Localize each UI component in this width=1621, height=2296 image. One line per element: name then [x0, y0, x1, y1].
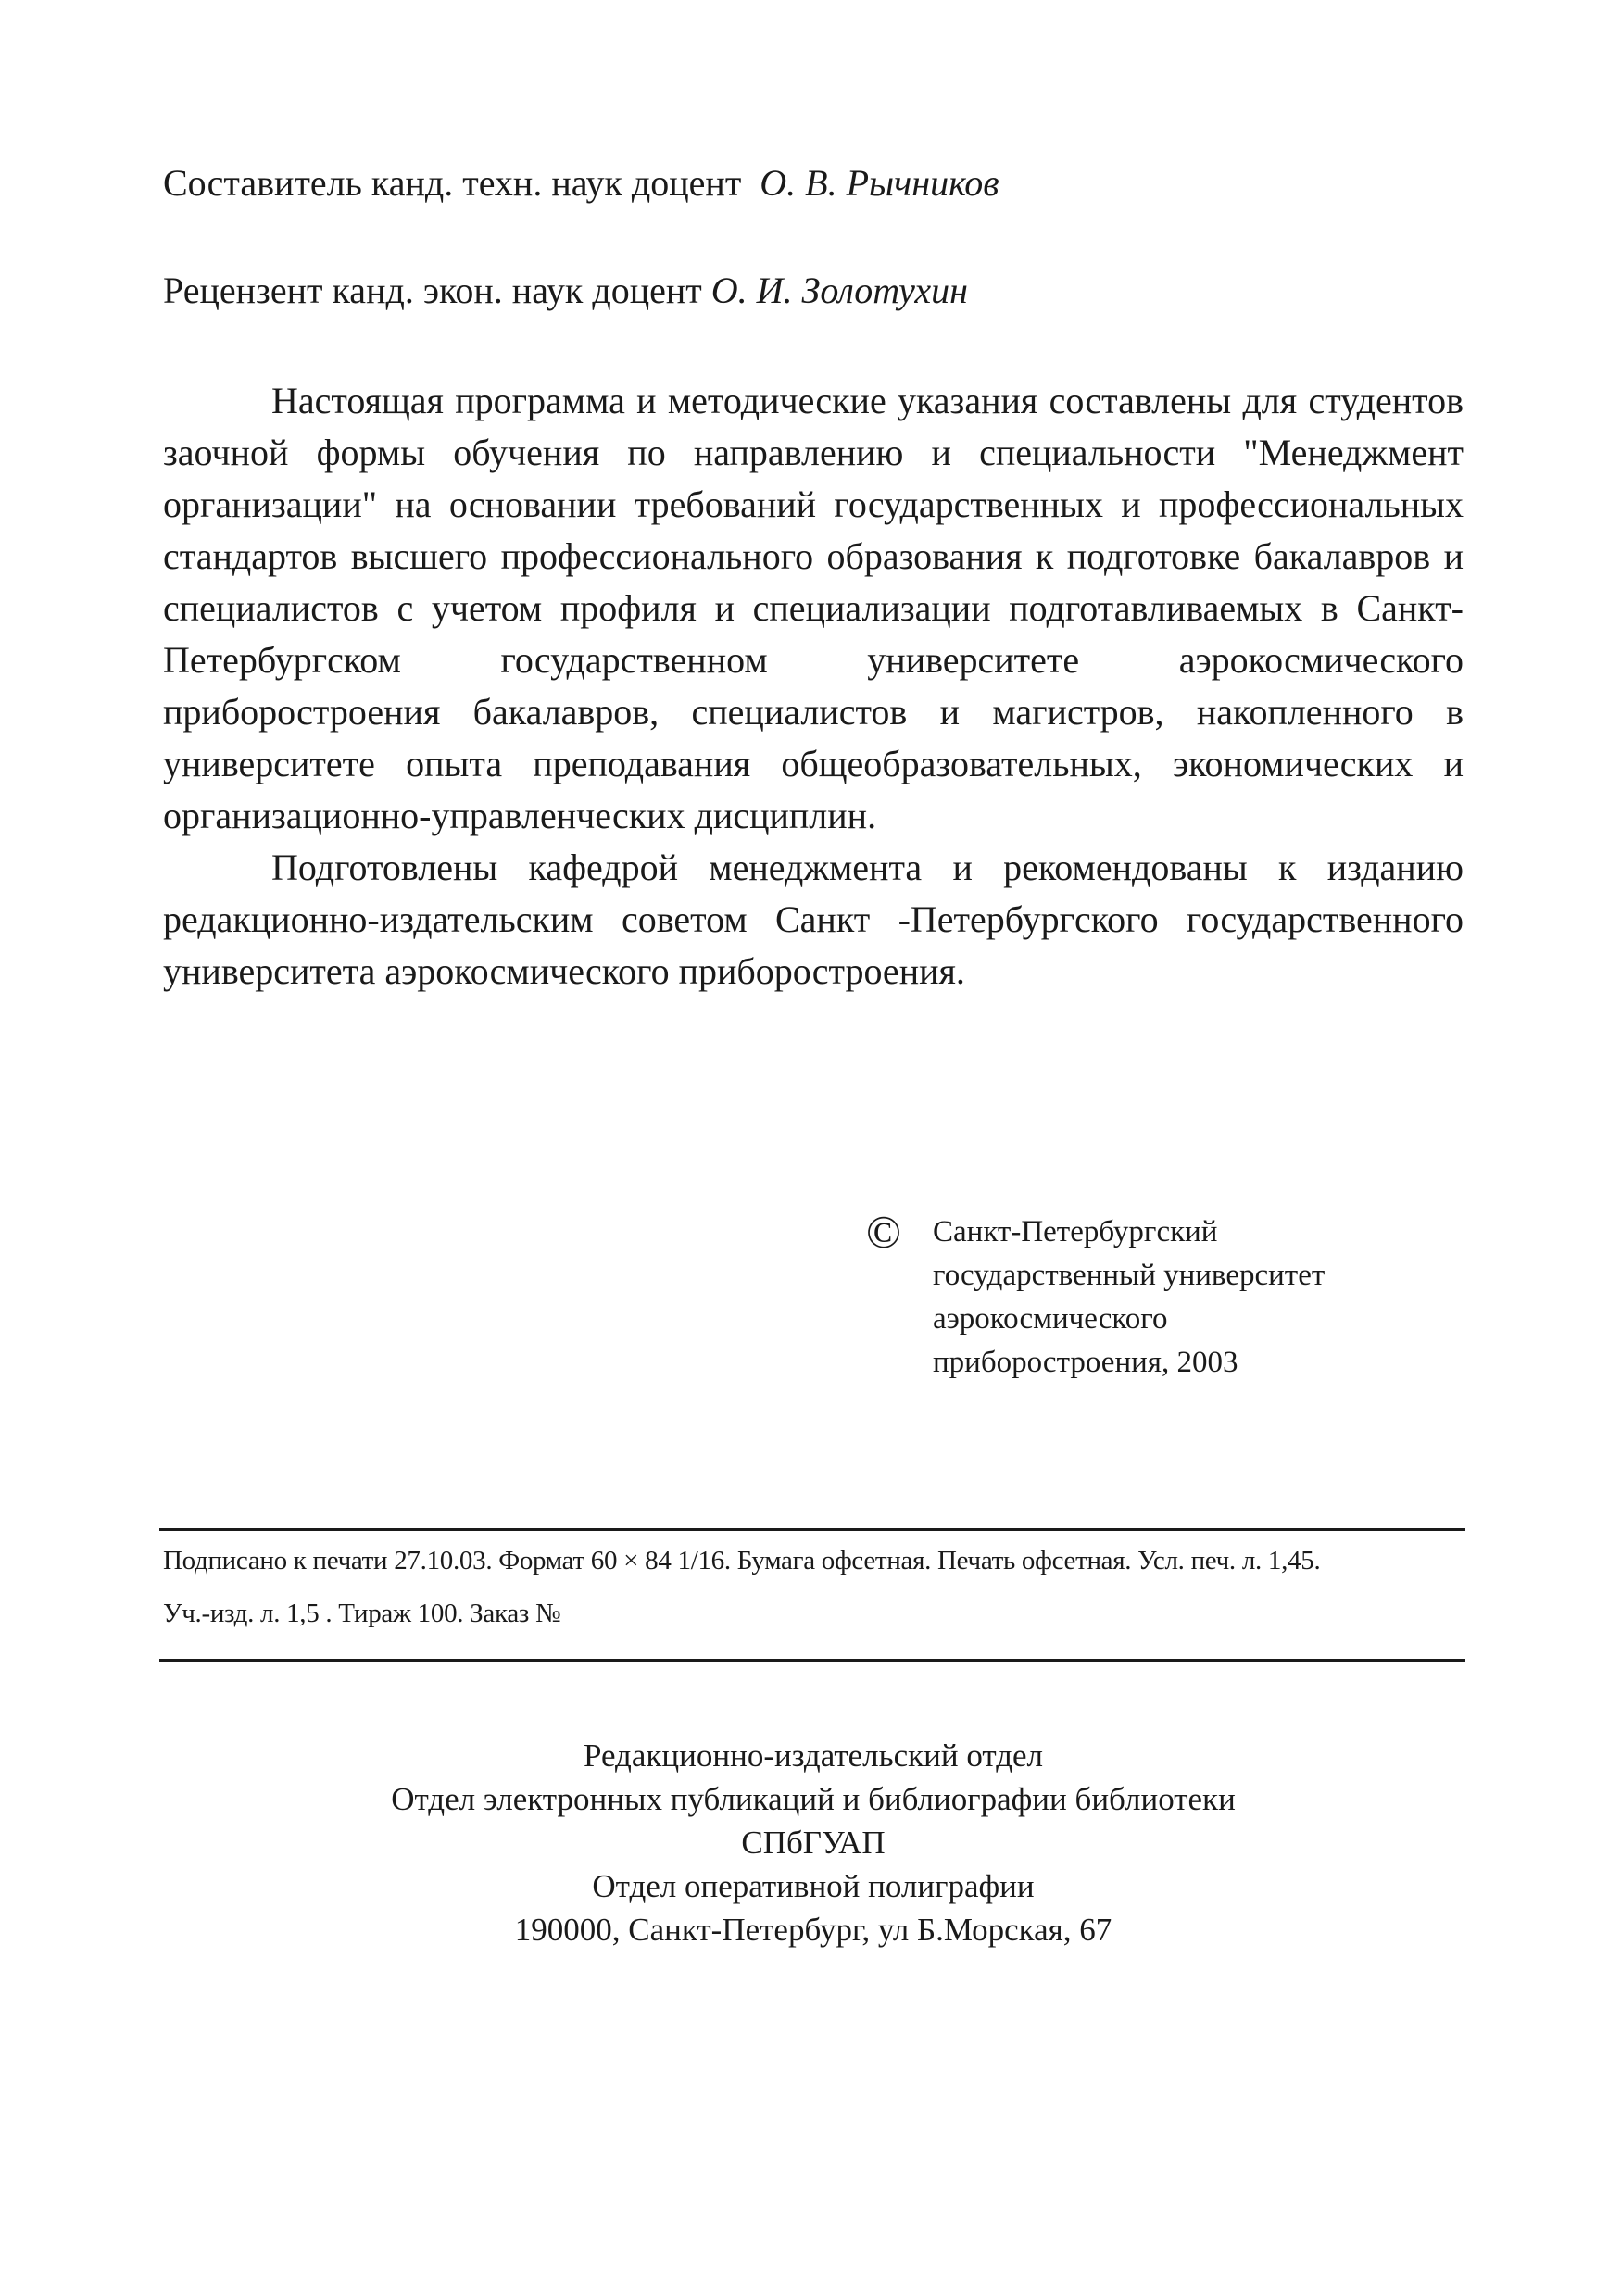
publisher-line: Редакционно-издательский отдел — [583, 1738, 1044, 1774]
abstract-paragraph-2: Подготовлены кафедрой менеджмента и рекомендованы к изданию редакционно-издательским советом Санкт -Петербургского государственного университета аэрокосмического приборостроения. — [163, 847, 1464, 992]
compiler-name: О. В. Рычников — [760, 162, 999, 204]
imprint-line-1: Подписано к печати 27.10.03. Формат 60 × 84 1/16. Бумага офсетная. Печать офсетная. Усл. печ. л. 1,45. — [163, 1546, 1321, 1575]
compiler-credit — [163, 161, 999, 206]
publisher-block — [163, 1734, 1464, 1951]
publisher-line: СПбГУАП — [741, 1825, 886, 1861]
copyright-icon: © — [866, 1206, 901, 1258]
publisher-line: 190000, Санкт-Петербург, ул Б.Морская, 67 — [514, 1912, 1112, 1948]
copyright-line: Санкт-Петербургский — [933, 1215, 1218, 1248]
reviewer-prefix: Рецензент канд. экон. наук доцент — [163, 270, 702, 311]
copyright-line: государственный университет — [933, 1259, 1326, 1292]
copyright-holder — [933, 1211, 1325, 1385]
reviewer-name: О. И. Золотухин — [710, 270, 968, 311]
publisher-line: Отдел электронных публикаций и библиографии библиотеки — [391, 1781, 1236, 1817]
imprint-top-rule — [159, 1528, 1465, 1531]
abstract-paragraph-1: Настоящая программа и методические указания составлены для студентов заочной формы обучения по направлению и специальности "Менеджмент организации" на основании требований государственных и профессиональных стандартов высшего профессионального образования к подготовке бакалавров и специалистов с учетом профиля и специализации подготавливаемых в Санкт-Петербургском государственном университете аэрокосмического приборостроения бакалавров, специалистов и магистров, накопленного в университете опыта преподавания общеобразовательных, экономических и организационно-управленческих дисциплин. — [163, 380, 1464, 836]
imprint-bottom-rule — [159, 1659, 1465, 1662]
copyright-line: приборостроения, 2003 — [933, 1346, 1238, 1379]
copyright-line: аэрокосмического — [933, 1302, 1168, 1336]
imprint-line-2: Уч.-изд. л. 1,5 . Тираж 100. Заказ № — [163, 1599, 561, 1628]
publisher-line: Отдел оперативной полиграфии — [592, 1868, 1035, 1904]
reviewer-credit — [163, 269, 968, 313]
abstract-text — [163, 375, 1464, 997]
compiler-prefix: Составитель канд. техн. наук доцент — [163, 162, 742, 204]
